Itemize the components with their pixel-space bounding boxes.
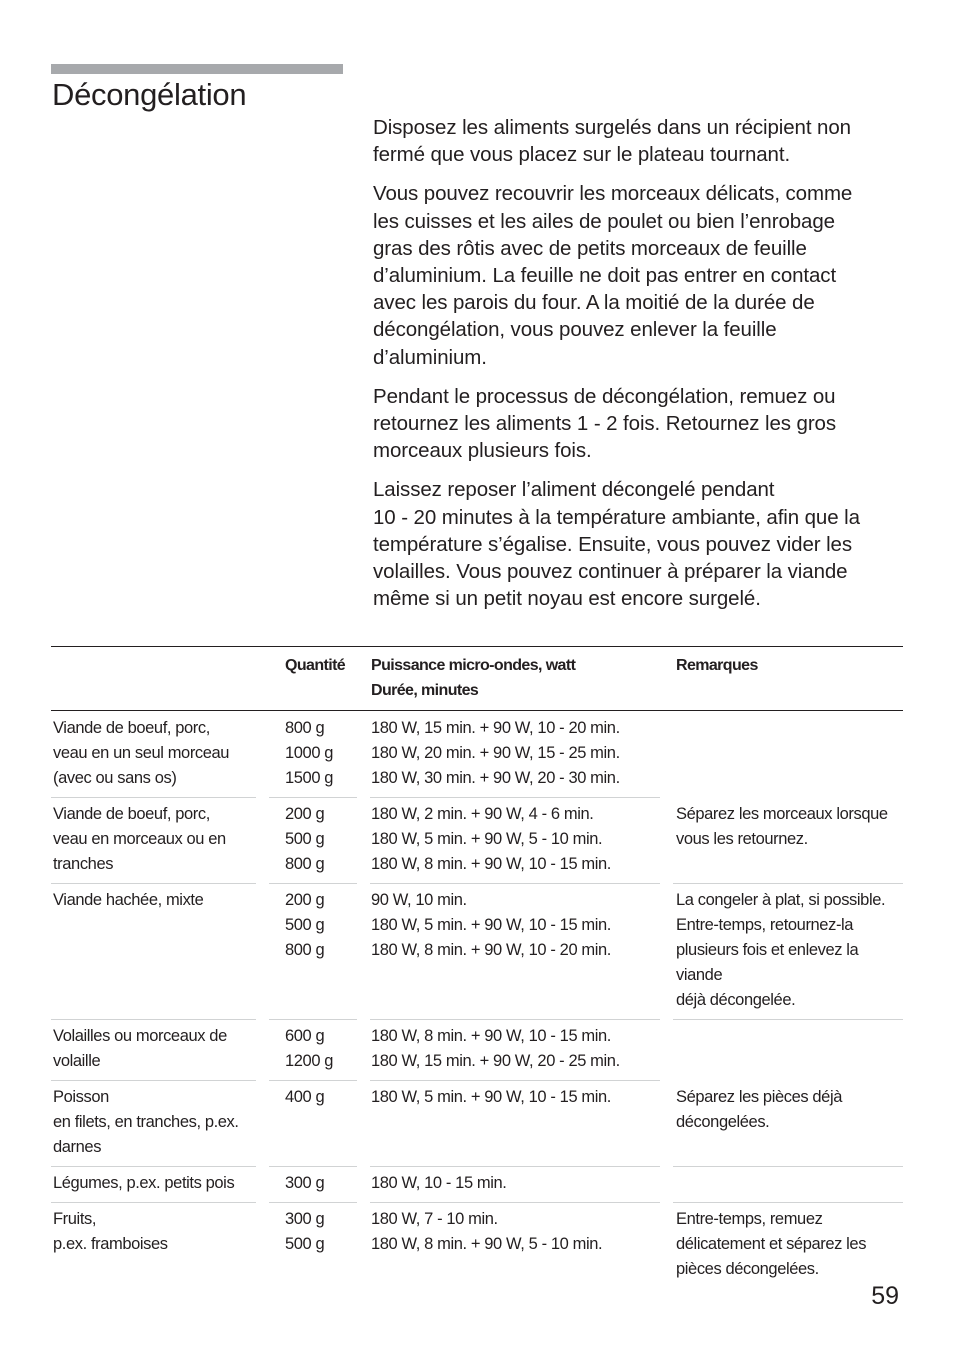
header-remarks: Remarques: [673, 646, 903, 711]
cell-food: Viande hachée, mixte: [51, 884, 256, 1020]
cell-food: Viande de boeuf, porc, veau en un seul morceau (avec ou sans os): [51, 711, 256, 798]
cell-power: 180 W, 7 - 10 min. 180 W, 8 min. + 90 W, 5 - 10 min.: [371, 1210, 603, 1253]
table-row: [51, 711, 903, 798]
table-row: [51, 1167, 903, 1203]
cell-power: 90 W, 10 min. 180 W, 5 min. + 90 W, 10 - 15 min. 180 W, 8 min. + 90 W, 10 - 20 min.: [370, 884, 660, 1020]
cell-food: Fruits, p.ex. framboises: [53, 1210, 168, 1253]
intro-paragraph: Laissez reposer l’aliment décongelé pendant 10 - 20 minutes à la température ambiante, afin que la température s’égalise. Ensuite, vous pouvez vider les volailles. Vous pouvez continuer à préparer la viande même si un petit noyau est encore surgelé.: [373, 478, 860, 611]
header-power: Puissance micro-ondes, watt Durée, minutes: [370, 646, 660, 711]
cell-quantity: 600 g 1200 g: [269, 1020, 357, 1081]
title-accent-bar: [51, 64, 343, 74]
header-quantity: Quantité: [269, 646, 357, 711]
cell-quantity: 300 g 500 g: [285, 1210, 325, 1253]
intro-paragraph: Pendant le processus de décongélation, remuez ou retournez les aliments 1 - 2 fois. Retournez les gros morceaux plusieurs fois.: [373, 384, 836, 463]
cell-power: 180 W, 2 min. + 90 W, 4 - 6 min. 180 W, 5 min. + 90 W, 5 - 10 min. 180 W, 8 min. + 90 W, 10 - 15 min.: [370, 798, 660, 884]
cell-power: 180 W, 5 min. + 90 W, 10 - 15 min.: [370, 1081, 660, 1167]
cell-quantity: 200 g 500 g 800 g: [269, 798, 357, 884]
table-row: [51, 1020, 903, 1081]
cell-food: Légumes, p.ex. petits pois: [51, 1167, 256, 1203]
page-title: Décongélation: [52, 77, 247, 112]
intro-text: [373, 114, 913, 624]
table-row: [51, 798, 903, 884]
defrost-table: [51, 646, 903, 1288]
cell-food: Volailles ou morceaux de volaille: [51, 1020, 256, 1081]
cell-quantity: 400 g: [269, 1081, 357, 1167]
intro-paragraph: Vous pouvez recouvrir les morceaux délicats, comme les cuisses et les ailes de poulet ou bien l’enrobage gras des rôtis avec de petits morceaux de feuille d’aluminium. La feuille ne doit pas entrer en contact avec les parois du four. A la moitié de la durée de décongélation, vous pouvez enlever la feuille d’aluminium.: [373, 182, 853, 369]
cell-remarks: Entre-temps, remuez délicatement et séparez les pièces décongelées.: [676, 1210, 867, 1278]
table-row: [51, 884, 903, 1020]
intro-paragraph: Disposez les aliments surgelés dans un récipient non fermé que vous placez sur le plateau tournant.: [373, 116, 851, 167]
cell-power: 180 W, 15 min. + 90 W, 10 - 20 min. 180 W, 20 min. + 90 W, 15 - 25 min. 180 W, 30 min. + 90 W, 20 - 30 min.: [370, 711, 660, 798]
cell-remarks: La congeler à plat, si possible. Entre-temps, retournez-la plusieurs fois et enlevez la viande déjà décongelée.: [673, 884, 903, 1020]
header-food: [51, 646, 256, 711]
cell-power: 180 W, 8 min. + 90 W, 10 - 15 min. 180 W, 15 min. + 90 W, 20 - 25 min.: [370, 1020, 660, 1081]
cell-remarks: Séparez les morceaux lorsque vous les retournez.: [673, 798, 903, 884]
cell-remarks: [673, 1020, 903, 1081]
cell-remarks: [673, 1167, 903, 1203]
table-row: [51, 1081, 903, 1167]
cell-quantity: 300 g: [269, 1167, 357, 1203]
cell-power: 180 W, 10 - 15 min.: [370, 1167, 660, 1203]
cell-quantity: 200 g 500 g 800 g: [269, 884, 357, 1020]
table-row: [51, 1203, 903, 1288]
cell-remarks: Séparez les pièces déjà décongelées.: [673, 1081, 903, 1167]
page-number: 59: [871, 1282, 899, 1310]
cell-food: Viande de boeuf, porc, veau en morceaux ou en tranches: [51, 798, 256, 884]
cell-quantity: 800 g 1000 g 1500 g: [269, 711, 357, 798]
cell-food: Poisson en filets, en tranches, p.ex. darnes: [51, 1081, 256, 1167]
table-header-row: [51, 646, 903, 711]
cell-remarks: [673, 711, 903, 798]
